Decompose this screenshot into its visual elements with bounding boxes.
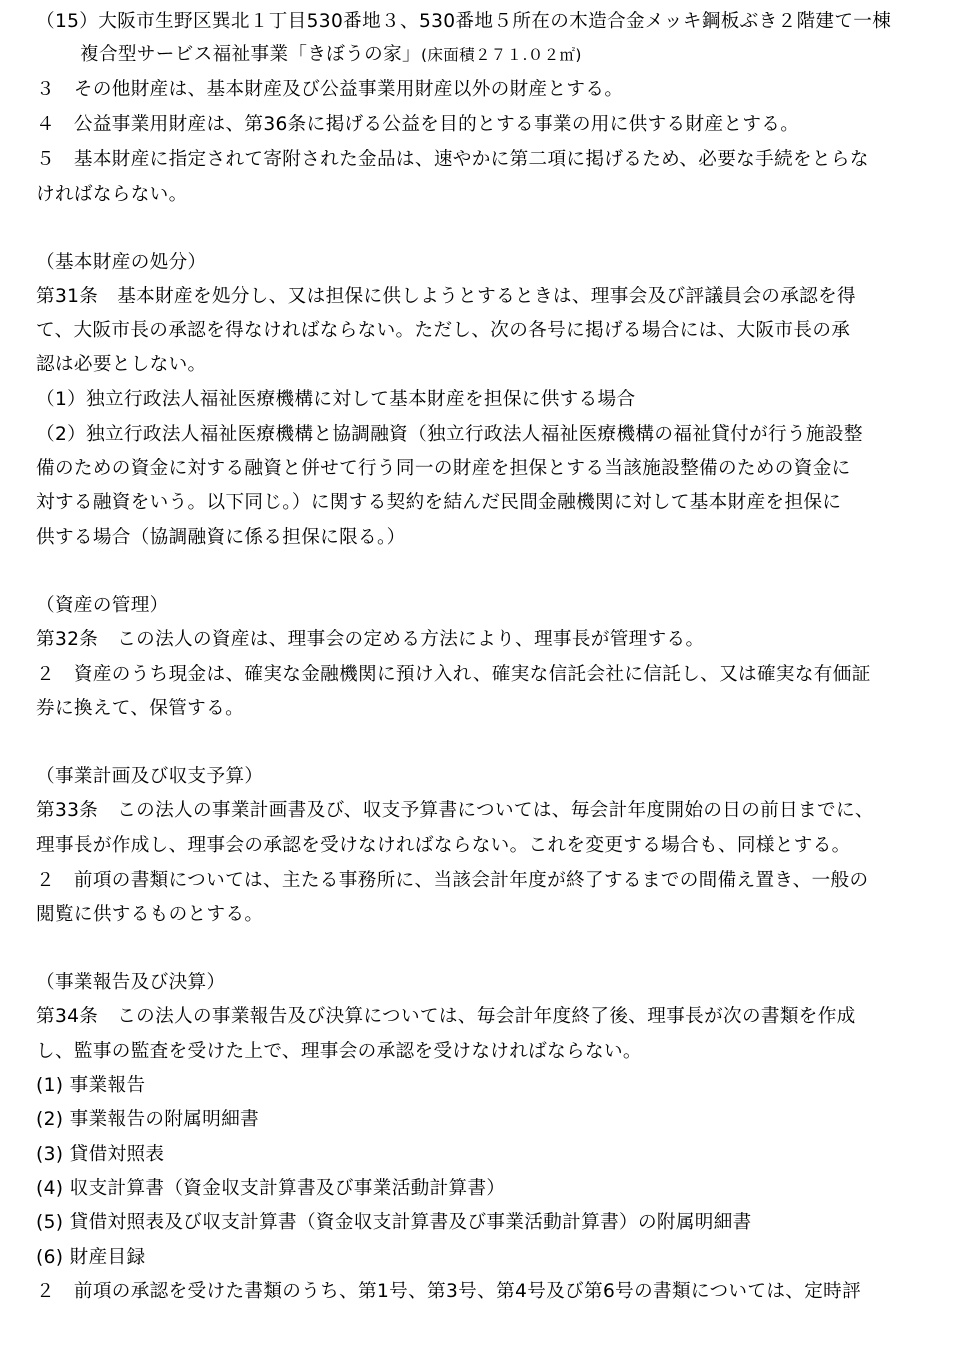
article-34-para-2-line1: ２ 前項の承認を受けた書類のうち、第1号、第3号、第4号及び第6号の書類については、定時評 <box>36 1281 862 1302</box>
item-15-property-line2 <box>80 43 582 67</box>
article-33-line2: 理事長が作成し、理事会の承認を受けなければならない。これを変更する場合も、同様とする。 <box>36 835 851 856</box>
paragraph-5-line1: ５ 基本財産に指定されて寄附された金品は、速やかに第二項に掲げるため、必要な手続をとらな <box>36 149 869 170</box>
article-31-item-2-line3: 対する融資をいう。以下同じ。）に関する契約を結んだ民間金融機関に対して基本財産を担保に <box>36 492 842 513</box>
article-31-item-2-line2: 備のための資金に対する融資と併せて行う同一の財産を担保とする当該施設整備のための資金に <box>36 458 851 479</box>
article-34-line2: し、監事の監査を受けた上で、理事会の承認を受けなければならない。 <box>36 1041 642 1062</box>
paragraph-5-line2: ければならない。 <box>36 184 188 205</box>
article-32-para-2-line1: ２ 資産のうち現金は、確実な金融機関に預け入れ、確実な信託会社に信託し、又は確実な有価証 <box>36 664 871 685</box>
article-31-item-2-line1: （2）独立行政法人福祉医療機構と協調融資（独立行政法人福祉医療機構の福祉貸付が行う施設整 <box>36 424 863 445</box>
heading-basic-property-disposal: （基本財産の処分） <box>36 252 207 273</box>
article-33-para-2-line1: ２ 前項の書類については、主たる事務所に、当該会計年度が終了するまでの間備え置き、一般の <box>36 870 869 891</box>
article-34-item-6: (6) 財産目録 <box>36 1247 146 1268</box>
article-34-item-4: (4) 収支計算書（資金収支計算書及び事業活動計算書） <box>36 1178 506 1199</box>
article-34-item-1: (1) 事業報告 <box>36 1075 146 1096</box>
article-31-line2: て、大阪市長の承認を得なければならない。ただし、次の各号に掲げる場合には、大阪市長の承 <box>36 320 851 341</box>
heading-asset-management: （資産の管理） <box>36 595 169 616</box>
paragraph-4: ４ 公益事業用財産は、第36条に掲げる公益を目的とする事業の用に供する財産とする。 <box>36 114 800 135</box>
article-34-line1: 第34条 この法人の事業報告及び決算については、毎会計年度終了後、理事長が次の書類を作成 <box>36 1006 856 1027</box>
heading-business-report-settlement: （事業報告及び決算） <box>36 972 226 993</box>
article-31-line1: 第31条 基本財産を処分し、又は担保に供しようとするときは、理事会及び評議員会の承認を得 <box>36 286 856 307</box>
article-33-line1: 第33条 この法人の事業計画書及び、収支予算書については、毎会計年度開始の日の前日までに、 <box>36 800 874 821</box>
facility-name: 複合型サービス福祉事業「きぼうの家」 <box>80 44 421 65</box>
article-31-line3: 認は必要としない。 <box>36 354 207 375</box>
article-31-item-1: （1）独立行政法人福祉医療機構に対して基本財産を担保に供する場合 <box>36 389 636 410</box>
item-15-property-line1: （15）大阪市生野区巽北１丁目530番地３、530番地５所在の木造合金メッキ鋼板ぶき２階建て一棟 <box>36 11 892 32</box>
article-31-item-2-line4: 供する場合（協調融資に係る担保に限る。） <box>36 527 406 548</box>
article-32-para-2-line2: 券に換えて、保管する。 <box>36 698 245 719</box>
article-32-line1: 第32条 この法人の資産は、理事会の定める方法により、理事長が管理する。 <box>36 629 705 650</box>
article-33-para-2-line2: 閲覧に供するものとする。 <box>36 904 264 925</box>
floor-area: (床面積２７１.０２㎡) <box>421 46 582 64</box>
article-34-item-2: (2) 事業報告の附属明細書 <box>36 1109 260 1130</box>
article-34-item-5: (5) 貸借対照表及び収支計算書（資金収支計算書及び事業活動計算書）の附属明細書 <box>36 1212 752 1233</box>
article-34-item-3: (3) 貸借対照表 <box>36 1144 165 1165</box>
heading-business-plan-budget: （事業計画及び収支予算） <box>36 766 264 787</box>
paragraph-3: ３ その他財産は、基本財産及び公益事業用財産以外の財産とする。 <box>36 79 624 100</box>
